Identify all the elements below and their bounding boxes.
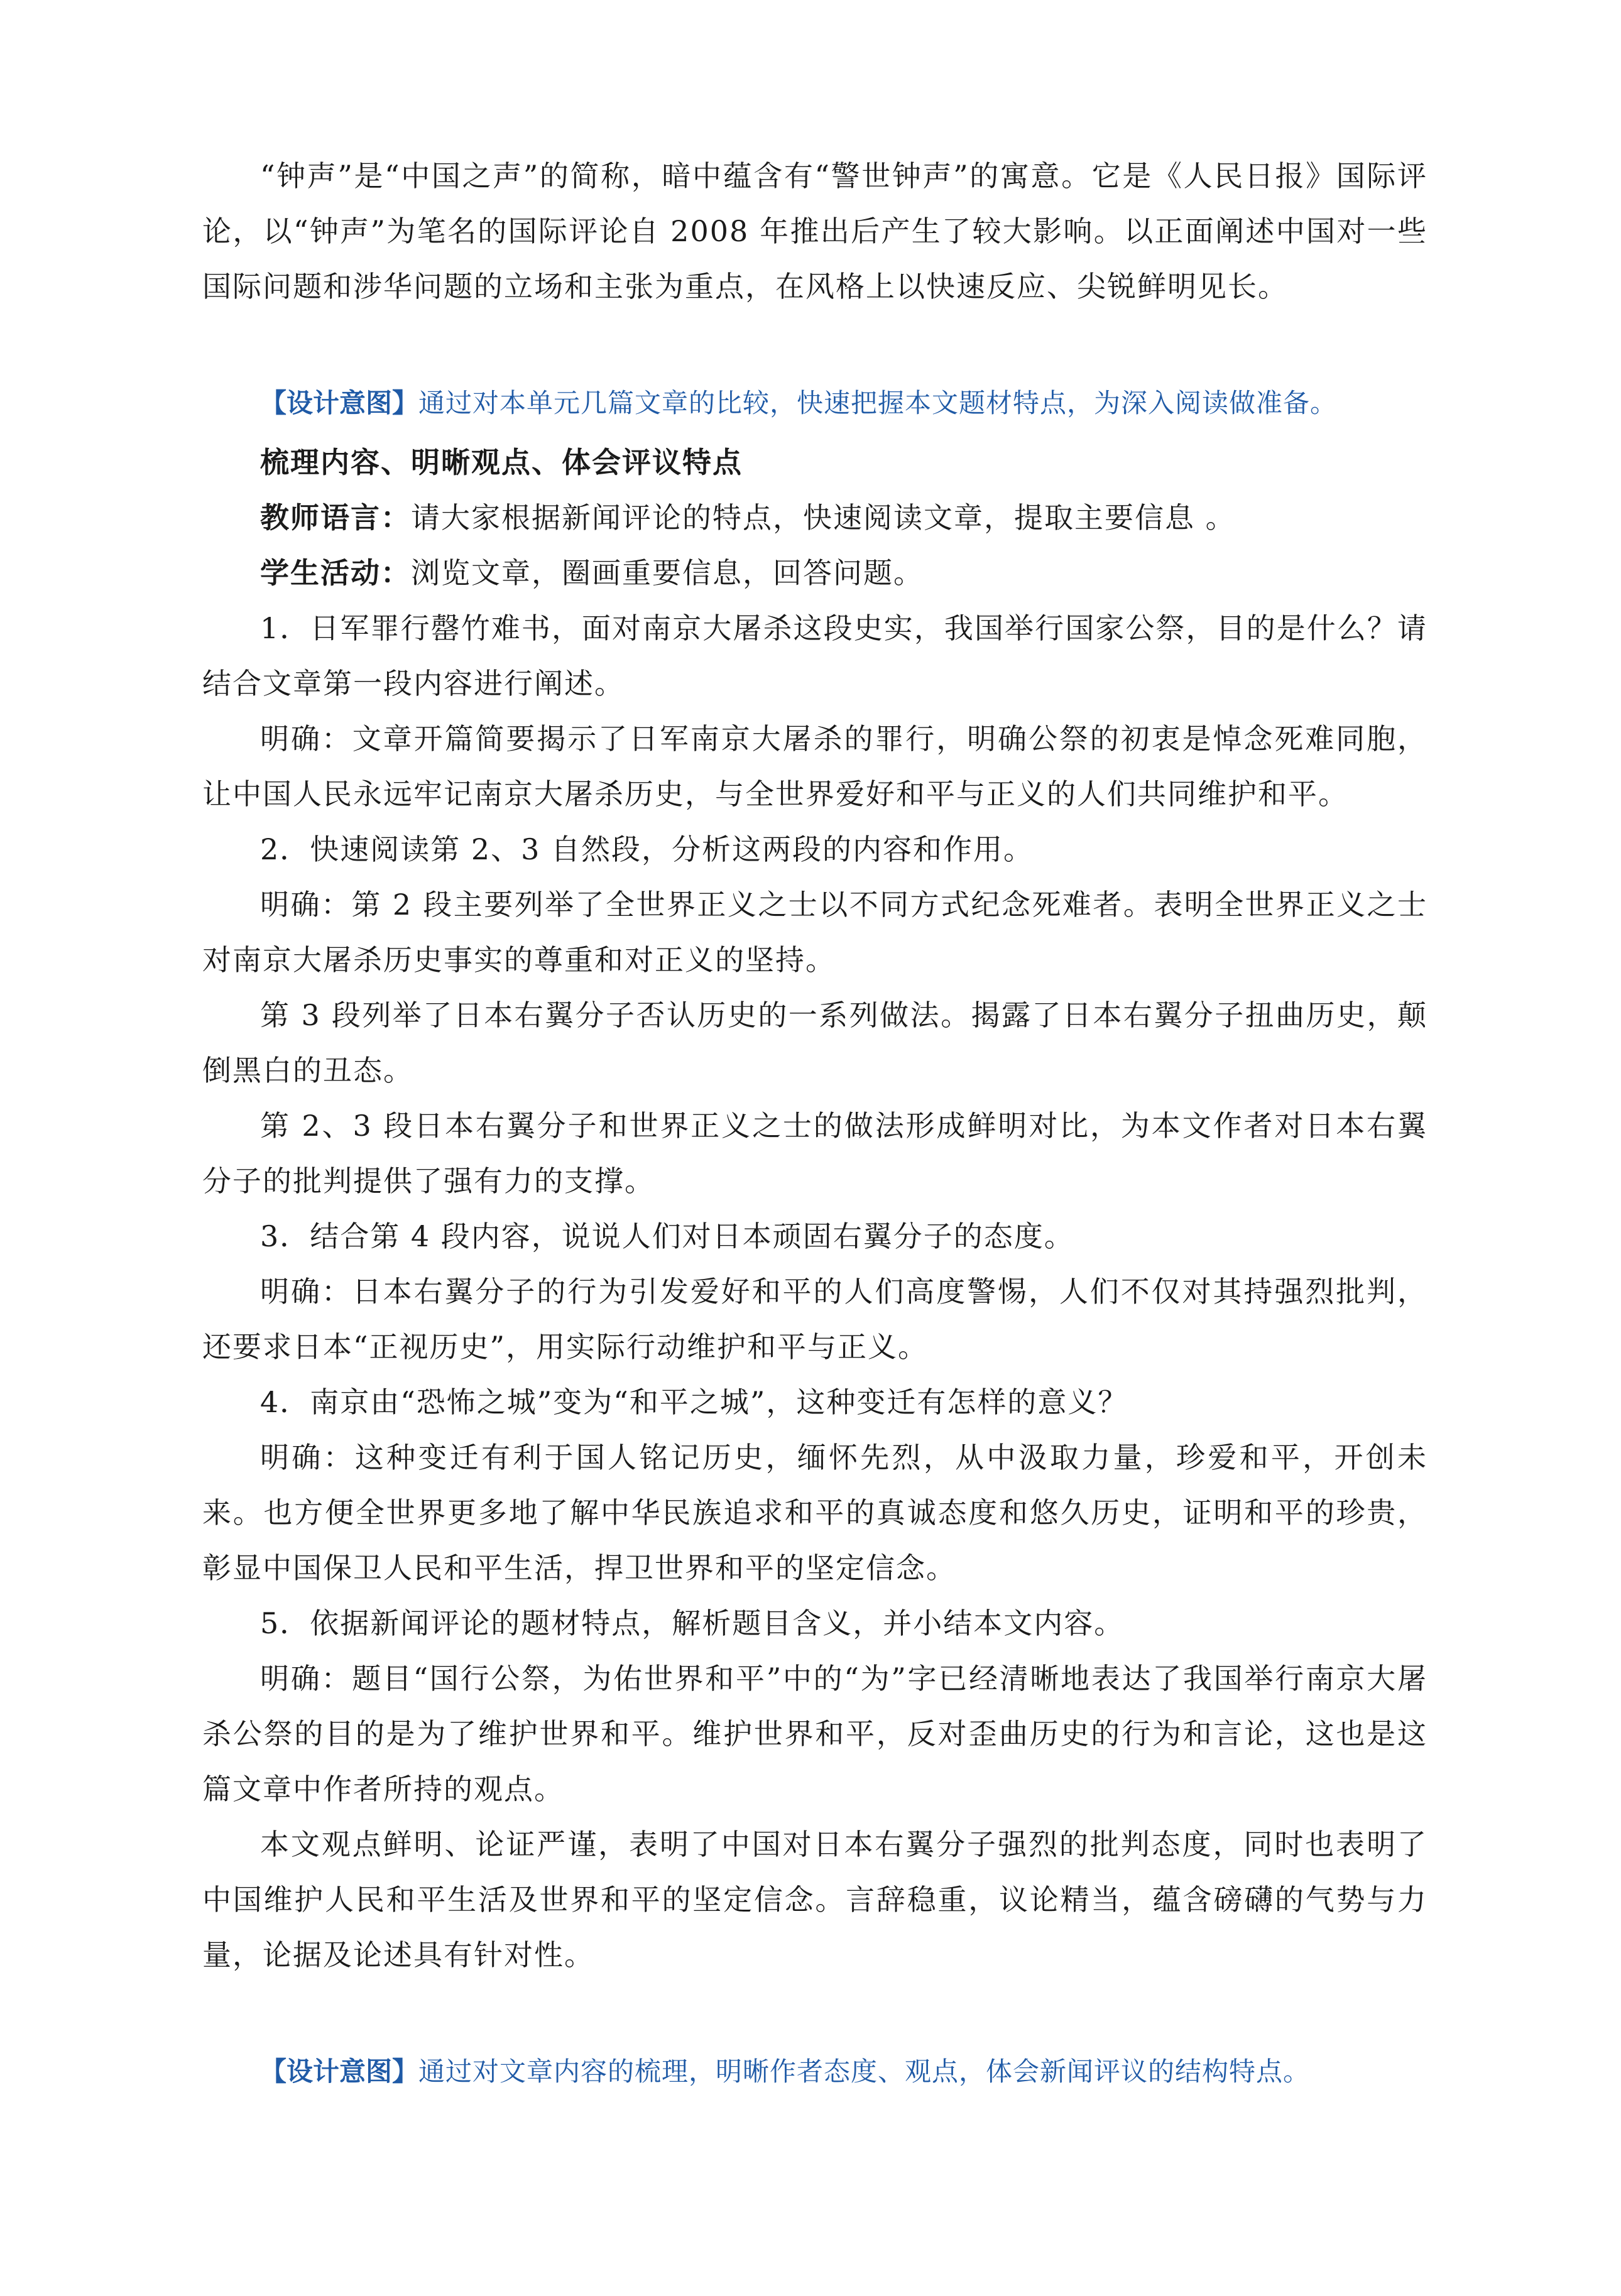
design-intent-text: 通过对本单元几篇文章的比较，快速把握本文题材特点，为深入阅读做准备。	[418, 388, 1338, 418]
question-1: 1．日军罪行罄竹难书，面对南京大屠杀这段史实，我国举行国家公祭，目的是什么？请结合文章第一段内容进行阐述。	[202, 611, 1427, 700]
student-activity	[202, 545, 1427, 601]
answer-5a: 明确：题目“国行公祭，为佑世界和平”中的“为”字已经清晰地表达了我国举行南京大屠杀公祭的目的是为了维护世界和平。维护世界和平，反对歪曲历史的行为和言论，这也是这篇文章中作者所持的观点。	[202, 1662, 1427, 1806]
student-label: 学生活动：	[260, 556, 411, 590]
answer-4: 明确：这种变迁有利于国人铭记历史，缅怀先烈，从中汲取力量，珍爱和平，开创未来。也方便全世界更多地了解中华民族追求和平的真诚态度和悠久历史，证明和平的珍贵，彰显中国保卫人民和平生活，捍卫世界和平的坚定信念。	[202, 1440, 1427, 1585]
teacher-text: 请大家根据新闻评论的特点，快速阅读文章，提取主要信息 。	[411, 501, 1236, 535]
question-2: 2．快速阅读第 2、3 自然段，分析这两段的内容和作用。	[260, 832, 1034, 866]
design-intent-2	[260, 2053, 1454, 2091]
intro-paragraph: “钟声”是“中国之声”的简称，暗中蕴含有“警世钟声”的寓意。它是《人民日报》国际评论，以“钟声”为笔名的国际评论自 2008 年推出后产生了较大影响。以正面阐述中国对一些国际问题和涉华问题的立场和主张为重点，在风格上以快速反应、尖锐鲜明见长。	[202, 159, 1427, 303]
answer-5b: 本文观点鲜明、论证严谨，表明了中国对日本右翼分子强烈的批判态度，同时也表明了中国维护人民和平生活及世界和平的坚定信念。言辞稳重，议论精当，蕴含磅礴的气势与力量，论据及论述具有针对性。	[202, 1827, 1427, 1972]
student-text: 浏览文章，圈画重要信息，回答问题。	[411, 556, 924, 590]
design-intent-tag: 【设计意图】	[260, 2056, 419, 2087]
answer-2b: 第 3 段列举了日本右翼分子否认历史的一系列做法。揭露了日本右翼分子扭曲历史，颠倒黑白的丑态。	[202, 998, 1427, 1087]
teacher-label: 教师语言：	[260, 501, 411, 535]
question-3: 3．结合第 4 段内容，说说人们对日本顽固右翼分子的态度。	[260, 1219, 1074, 1253]
teacher-language	[202, 490, 1427, 545]
design-intent-tag: 【设计意图】	[260, 388, 419, 418]
answer-3: 明确：日本右翼分子的行为引发爱好和平的人们高度警惕，人们不仅对其持强烈批判，还要求日本“正视历史”，用实际行动维护和平与正义。	[202, 1275, 1427, 1364]
question-5: 5．依据新闻评论的题材特点，解析题目含义，并小结本文内容。	[260, 1606, 1125, 1640]
answer-2a: 明确：第 2 段主要列举了全世界正义之士以不同方式纪念死难者。表明全世界正义之士对南京大屠杀历史事实的尊重和对正义的坚持。	[202, 888, 1427, 977]
question-4: 4．南京由“恐怖之城”变为“和平之城”，这种变迁有怎样的意义？	[260, 1385, 1128, 1419]
section-heading: 梳理内容、明晰观点、体会评议特点	[260, 445, 743, 479]
design-intent-1	[260, 384, 1454, 422]
design-intent-text: 通过对文章内容的梳理，明晰作者态度、观点，体会新闻评议的结构特点。	[418, 2056, 1311, 2087]
answer-2c: 第 2、3 段日本右翼分子和世界正义之士的做法形成鲜明对比，为本文作者对日本右翼分子的批判提供了强有力的支撑。	[202, 1109, 1427, 1198]
answer-1: 明确：文章开篇简要揭示了日军南京大屠杀的罪行，明确公祭的初衷是悼念死难同胞，让中国人民永远牢记南京大屠杀历史，与全世界爱好和平与正义的人们共同维护和平。	[202, 722, 1427, 811]
